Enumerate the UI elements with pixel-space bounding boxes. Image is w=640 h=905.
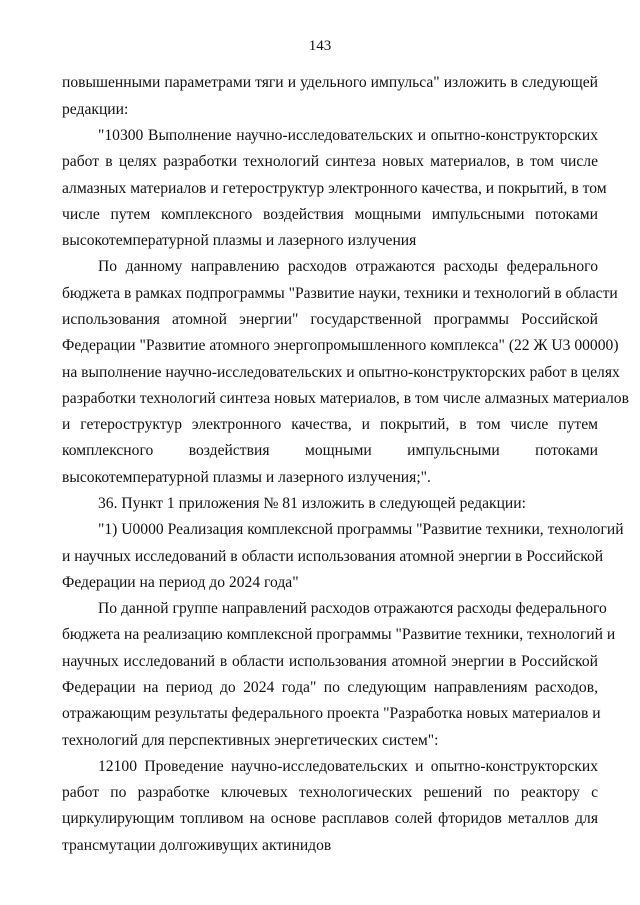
text-line: редакции: xyxy=(62,101,129,118)
text-line: циркулирующим топливом на основе расплавов солей фторидов металлов для xyxy=(62,810,598,827)
text-line: отражающим результаты федерального проекта "Разработка новых материалов и xyxy=(62,705,601,722)
text-line: алмазных материалов и гетероструктур электронного качества, и покрытий, в том xyxy=(62,180,607,197)
text-line: Федерации на период до 2024 года" xyxy=(62,574,299,591)
text-line: "1) U0000 Реализация комплексной программы "Развитие техники, технологий xyxy=(98,521,624,538)
text-line: и гетероструктур электронного качества, и покрытий, в том числе путем xyxy=(62,416,598,433)
text-line: работ в целях разработки технологий синтеза новых материалов, в том числе xyxy=(62,153,598,170)
text-line: комплексного воздействия мощными импульсными потоками xyxy=(62,442,598,459)
text-line: 36. Пункт 1 приложения № 81 изложить в следующей редакции: xyxy=(98,495,526,512)
text-line: Федерации на период до 2024 года" по следующим направлениям расходов, xyxy=(62,679,598,696)
page-number: 143 xyxy=(308,38,332,54)
text-line: и научных исследований в области использования атомной энергии в Российской xyxy=(62,548,604,565)
text-line: бюджета на реализацию комплексной программы "Развитие техники, технологий и xyxy=(62,626,616,643)
text-line: "10300 Выполнение научно-исследовательских и опытно-конструкторских xyxy=(98,127,598,144)
text-line: По данной группе направлений расходов отражаются расходы федерального xyxy=(98,600,607,617)
text-line: на выполнение научно-исследовательских и опытно-конструкторских работ в целях xyxy=(62,364,620,381)
text-line: использования атомной энергии" государственной программы Российской xyxy=(62,311,598,328)
text-line: бюджета в рамках подпрограммы "Развитие науки, техники и технологий в области xyxy=(62,285,618,302)
text-line: высокотемпературной плазмы и лазерного излучения xyxy=(62,232,417,249)
text-line: научных исследований в области использования атомной энергии в Российской xyxy=(62,653,598,670)
text-line: числе путем комплексного воздействия мощными импульсными потоками xyxy=(62,206,598,223)
text-line: Федерации "Развитие атомного энергопромышленного комплекса" (22 Ж U3 00000) xyxy=(62,337,619,354)
text-line: технологий для перспективных энергетических систем": xyxy=(62,732,439,749)
text-line: повышенными параметрами тяги и удельного импульса" изложить в следующей xyxy=(62,74,598,91)
text-line: трансмутации долгоживущих актинидов xyxy=(62,837,332,854)
text-line: работ по разработке ключевых технологических решений по реактору с xyxy=(62,784,598,801)
text-line: разработки технологий синтеза новых материалов, в том числе алмазных материалов xyxy=(62,390,629,407)
text-line: высокотемпературной плазмы и лазерного излучения;". xyxy=(62,469,431,486)
text-line: По данному направлению расходов отражаются расходы федерального xyxy=(98,258,598,275)
text-line: 12100 Проведение научно-исследовательских и опытно-конструкторских xyxy=(98,758,598,775)
